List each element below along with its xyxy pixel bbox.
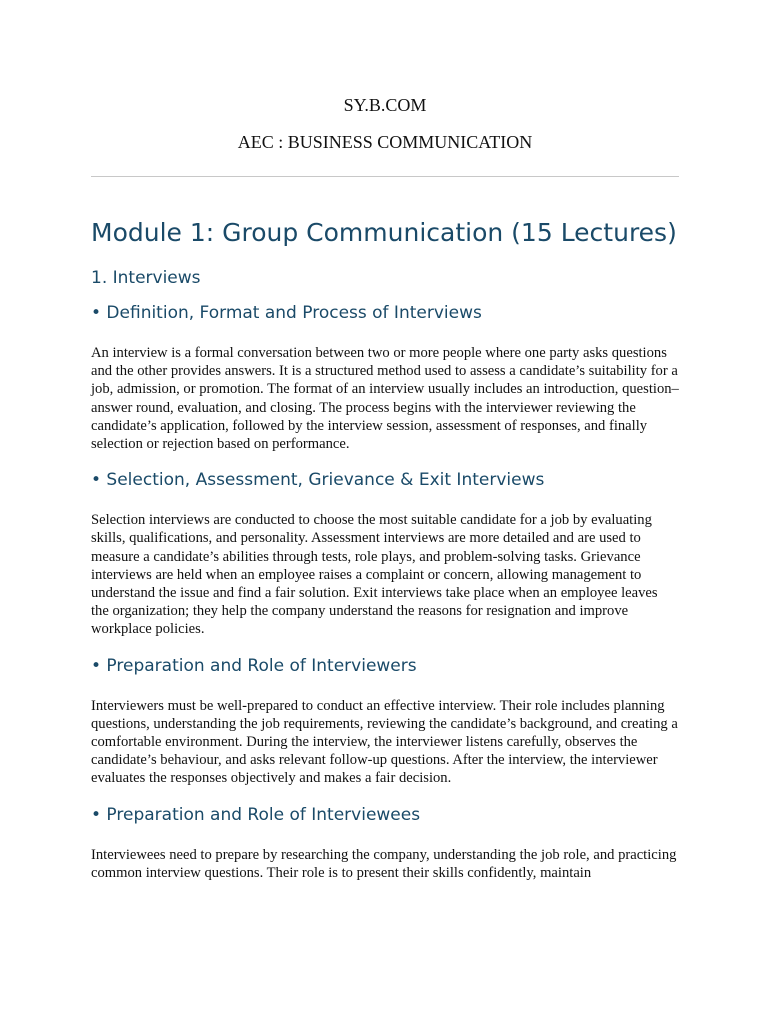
subsection-title: • Preparation and Role of Interviewees	[91, 804, 421, 825]
subsection-title: • Preparation and Role of Interviewers	[91, 655, 417, 676]
section-title: 1. Interviews	[91, 268, 201, 288]
subsection-paragraph: Selection interviews are conducted to choose the most suitable candidate for a job by evaluating skills, qualifications, and personality. Assessment interviews are more detailed and are used to measure a candidate’s abilities through tests, role plays, and problem-solving tasks. Grievance interviews are held when an employee raises a complaint or concern, allowing management to understand the issue and find a fair solution. Exit interviews take place when an employee leaves the organization; they help the company understand the reasons for resignation and improve workplace policies.	[91, 512, 658, 638]
subject-title: AEC : BUSINESS COMMUNICATION	[237, 132, 533, 152]
subsection-paragraph: An interview is a formal conversation between two or more people where one party asks questions and the other provides answers. It is a structured method used to assess a candidate’s suitability for a job, admission, or promotion. The format of an interview usually includes an introduction, question–answer round, evaluation, and closing. The process begins with the interviewer reviewing the candidate’s application, followed by the interview session, assessment of responses, and finally selection or rejection based on performance.	[91, 345, 679, 453]
subsection-title: • Definition, Format and Process of Interviews	[91, 303, 482, 323]
module-title: Module 1: Group Communication (15 Lectures)	[91, 218, 677, 247]
subsection-paragraph: Interviewees need to prepare by researching the company, understanding the job role, and practicing common interview questions. Their role is to present their skills confidently, maintain	[91, 846, 677, 881]
course-title: SY.B.COM	[343, 95, 427, 115]
header-divider	[91, 176, 679, 177]
subsection-paragraph: Interviewers must be well-prepared to conduct an effective interview. Their role includes planning questions, understanding the job requirements, reviewing the candidate’s background, and creating a comfortable environment. During the interview, the interviewer listens carefully, observes the candidate’s behaviour, and asks relevant follow-up questions. After the interview, the interviewer evaluates the responses objectively and makes a fair decision.	[91, 697, 678, 787]
subsection-title: • Selection, Assessment, Grievance & Exit Interviews	[91, 470, 545, 491]
document-header	[91, 0, 679, 153]
